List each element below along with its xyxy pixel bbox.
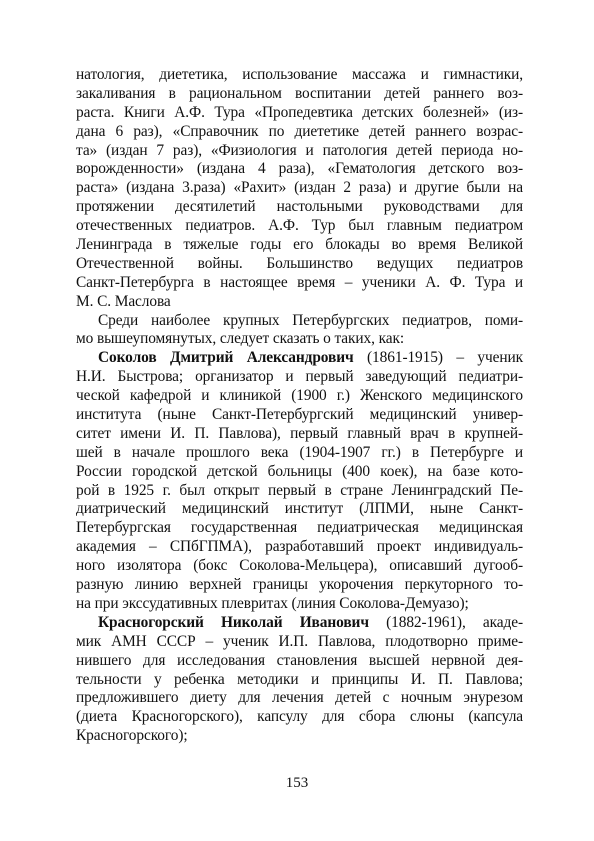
text-line: разную линию верхней границы укорочения перкуторного то- — [76, 576, 523, 594]
lifespan-text: (1861-1915) – ученик — [353, 349, 523, 367]
text-line: диатрический медицинский институт (ЛПМИ, ныне Санкт- — [76, 500, 523, 518]
text-line: ворожденности» (издана 4 раза), «Гематология детского воз- — [76, 160, 523, 178]
text-line: (диета Красногорского), капсулу для сбора слюны (капсула — [76, 708, 523, 726]
text-line: мо вышеупомянутых, следует сказать о таких, как: — [76, 330, 405, 348]
paragraph-sokolov — [76, 349, 523, 613]
person-name-sokolov: Соколов Дмитрий Александрович — [98, 349, 354, 367]
text-line: академия – СПбГПМА), разработавший проект индивидуаль- — [76, 538, 523, 556]
text-line — [76, 349, 523, 368]
text-line: раста. Книги А.Ф. Тура «Пропедевтика детских болезней» (из- — [76, 103, 523, 121]
text-line — [76, 614, 523, 633]
text-line: Отечественной войны. Большинство ведущих педиатров — [76, 254, 523, 272]
text-line: мик АМН СССР – ученик И.П. Павлова, плодотворно приме- — [76, 632, 523, 650]
text-line: М. С. Маслова — [76, 292, 171, 310]
text-line: та» (издан 7 раз), «Физиология и патология детей периода но- — [76, 141, 523, 159]
text-line: Ленинграда в тяжелые годы его блокады во время Великой — [76, 236, 523, 254]
paragraph-tur — [76, 66, 523, 312]
paragraph-krasnogorsky — [76, 614, 523, 746]
text-line: протяжении десятилетий настольными руководствами для — [76, 198, 523, 216]
text-line: нившего для исследования становления высшей нервной дея- — [76, 651, 523, 669]
text-line: тельности у ребенка методики и принципы И. П. Павлова; — [76, 670, 523, 688]
text-line: рой в 1925 г. был открыт первый в стране Ленинградский Пе- — [76, 481, 523, 499]
text-line: Красногорского); — [76, 727, 188, 745]
text-line: Н.И. Быстрова; организатор и первый заведующий педиатри- — [76, 368, 523, 386]
text-line: шей в начале прошлого века (1904-1907 гг.) в Петербурге и — [76, 443, 523, 461]
text-line: ного изолятора (бокс Соколова-Мельцера), описавший дугооб- — [76, 557, 523, 575]
person-name-krasnogorsky: Красногорский Николай Иванович — [98, 613, 369, 631]
text-line: закаливания в рациональном воспитании детей раннего воз- — [76, 84, 523, 102]
text-line: Санкт-Петербурга в настоящее время – ученики А. Ф. Тура и — [76, 273, 523, 291]
text-line: дана 6 раз), «Справочник по диететике детей раннего возрас- — [76, 122, 523, 140]
text-line: Петербургская государственная педиатрическая медицинская — [76, 519, 523, 537]
text-line: ситет имени И. П. Павлова), первый главный врач в крупней- — [76, 424, 523, 442]
text-line: натология, диететика, использование массажа и гимнастики, — [76, 66, 523, 83]
text-line: раста» (издана 3.раза) «Рахит» (издан 2 раза) и другие были на — [76, 179, 523, 197]
text-line: института (ныне Санкт-Петербургский медицинский универ- — [76, 406, 523, 424]
paragraph-intro — [76, 312, 523, 350]
text-line: отечественных педиатров. А.Ф. Тур был главным педиатром — [76, 217, 523, 235]
text-line: России городской детской больницы (400 коек), на базе кото- — [76, 462, 523, 480]
text-line: ческой кафедрой и клиникой (1900 г.) Женского медицинского — [76, 387, 523, 405]
page-number: 153 — [285, 775, 309, 791]
page-body — [76, 66, 523, 746]
text-line: предложившего диету для лечения детей с ночным энурезом — [76, 689, 523, 707]
text-line: Среди наиболее крупных Петербургских педиатров, поми- — [98, 311, 523, 329]
text-line: на при экссудативных плевритах (линия Соколова-Демуазо); — [76, 594, 469, 612]
lifespan-text: (1882-1961), акаде- — [368, 613, 523, 631]
